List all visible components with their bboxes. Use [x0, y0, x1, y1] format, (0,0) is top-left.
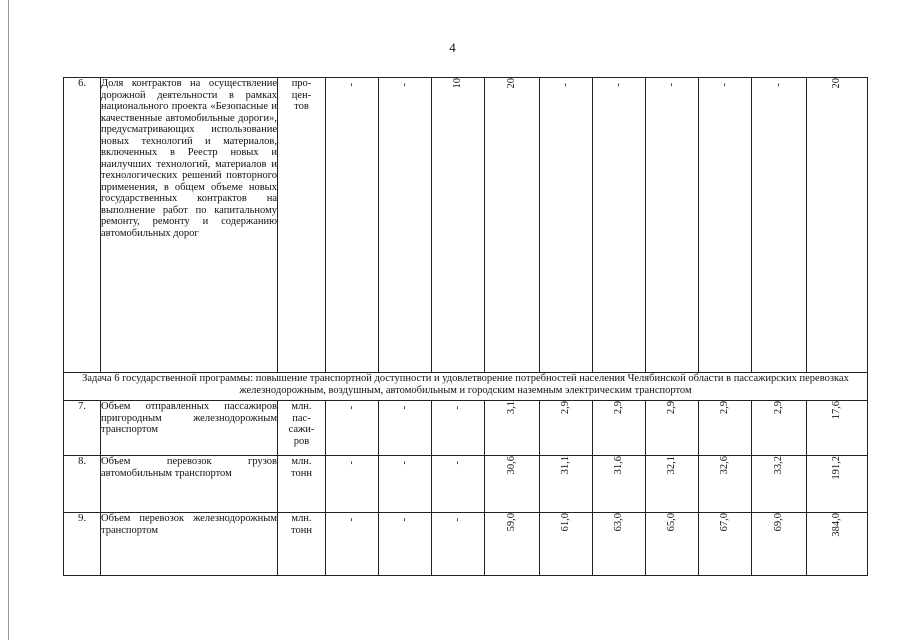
page-number: 4 — [449, 40, 456, 55]
value-cell: 2,9 — [540, 401, 593, 456]
unit-cell: про- цен- тов — [278, 78, 326, 373]
value-cell: - — [379, 513, 432, 576]
value-cell: 69,0 — [752, 513, 807, 576]
value-cell: 63,0 — [593, 513, 646, 576]
total-cell: 17,6 — [807, 401, 868, 456]
value-cell: 2,9 — [646, 401, 699, 456]
unit-cell: млн. тонн — [278, 513, 326, 576]
value-cell: 30,6 — [485, 456, 540, 513]
value-cell: - — [752, 78, 807, 373]
value-cell: 67,0 — [699, 513, 752, 576]
value-cell: - — [646, 78, 699, 373]
indicator-name: Доля контрактов на осуществление дорожной деятельности в рамках национального проекта «Безопасные и качественные автомобильные дороги», предусматривающих использование новых технологий и материалов, включенных в Реестр новых и наилучших технологий, материалов и технологических решений повторного применения, в общем объеме новых государственных контрактов на выполнение работ по капитальному ремонту, ремонту и содержанию автомобильных дорог — [101, 78, 278, 373]
value-cell: 10 — [432, 78, 485, 373]
value-cell: 2,9 — [752, 401, 807, 456]
row-number: 6. — [64, 78, 101, 373]
value-cell: - — [379, 401, 432, 456]
table-row — [64, 401, 868, 456]
value-cell: 59,0 — [485, 513, 540, 576]
value-cell: 65,0 — [646, 513, 699, 576]
row-number: 9. — [64, 513, 101, 576]
total-cell: 20 — [807, 78, 868, 373]
value-cell: 32,6 — [699, 456, 752, 513]
total-cell: 191,2 — [807, 456, 868, 513]
value-cell: 2,9 — [699, 401, 752, 456]
indicators-table — [63, 77, 868, 576]
indicator-name: Объем перевозок грузов автомобильным транспортом — [101, 456, 278, 513]
table-row — [64, 78, 868, 373]
value-cell: 20 — [485, 78, 540, 373]
value-cell: - — [432, 401, 485, 456]
value-cell: 32,1 — [646, 456, 699, 513]
unit-cell: млн. тонн — [278, 456, 326, 513]
value-cell: - — [432, 456, 485, 513]
value-cell: 33,2 — [752, 456, 807, 513]
row-number: 8. — [64, 456, 101, 513]
total-cell: 384,0 — [807, 513, 868, 576]
task-heading: Задача 6 государственной программы: повышение транспортной доступности и удовлетворение потребностей населения Челябинской области в пассажирских перевозках железнодорожным, воздушным, автомобильным и городским наземным электрическим транспортом — [64, 373, 868, 401]
value-cell: - — [326, 78, 379, 373]
indicator-name: Объем отправленных пассажиров пригородным железнодорожным транспортом — [101, 401, 278, 456]
row-number: 7. — [64, 401, 101, 456]
value-cell: - — [432, 513, 485, 576]
value-cell: 31,1 — [540, 456, 593, 513]
value-cell: - — [326, 401, 379, 456]
value-cell: - — [326, 456, 379, 513]
unit-cell: млн. пас- сажи- ров — [278, 401, 326, 456]
indicator-name: Объем перевозок железнодорожным транспортом — [101, 513, 278, 576]
margin-rule — [8, 0, 9, 640]
value-cell: 3,1 — [485, 401, 540, 456]
table-row — [64, 513, 868, 576]
value-cell: 61,0 — [540, 513, 593, 576]
value-cell: - — [379, 456, 432, 513]
task-row — [64, 373, 868, 401]
value-cell: - — [379, 78, 432, 373]
value-cell: - — [540, 78, 593, 373]
table-row — [64, 456, 868, 513]
value-cell: 2,9 — [593, 401, 646, 456]
value-cell: - — [593, 78, 646, 373]
value-cell: - — [326, 513, 379, 576]
value-cell: - — [699, 78, 752, 373]
value-cell: 31,6 — [593, 456, 646, 513]
